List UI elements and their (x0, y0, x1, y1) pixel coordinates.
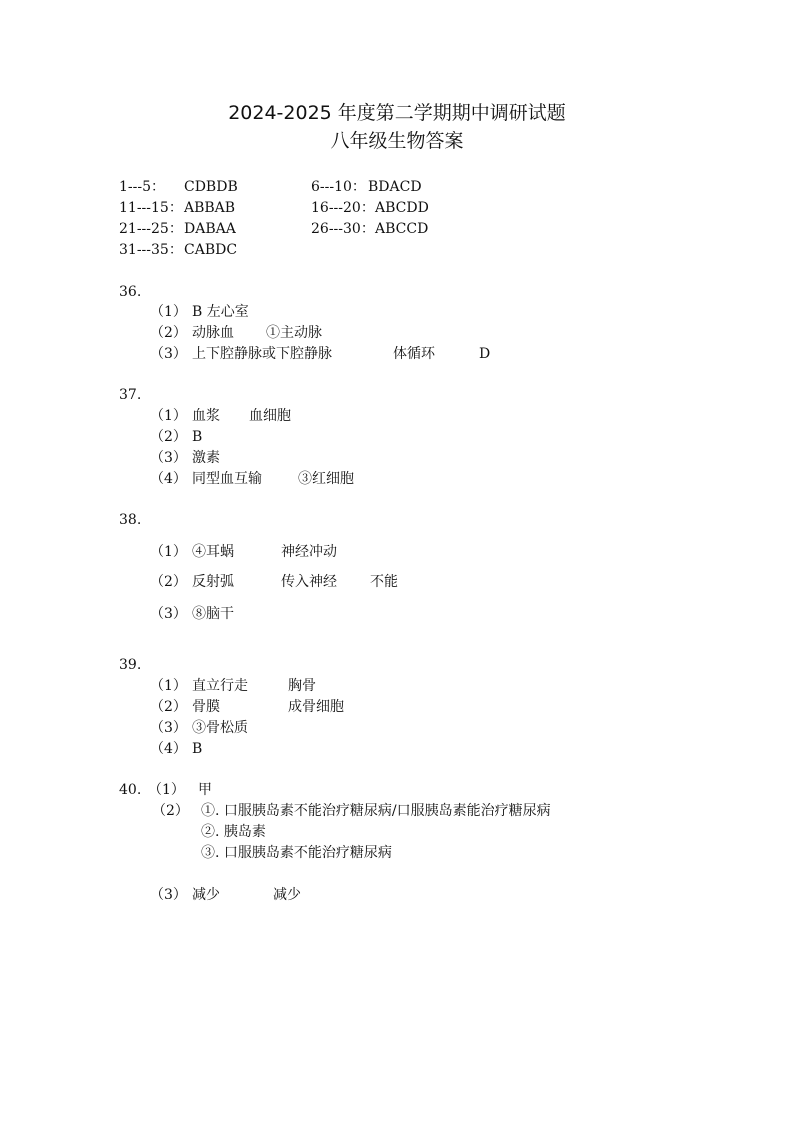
answer-text: 不能 (370, 574, 398, 590)
answer-text: 血细胞 (249, 408, 291, 424)
answer-text: D (479, 346, 491, 362)
mcq-range: 16---20： (311, 200, 375, 216)
answer-text: ③红细胞 (298, 471, 354, 487)
answer-text: 减少 (273, 887, 301, 903)
sub-answer-label: （3） (150, 887, 187, 903)
answer-text: 动脉血 (192, 325, 234, 341)
sub-answer-label: （2） (150, 429, 187, 445)
sub-answer-label: （1） (150, 544, 187, 560)
question-number: 40. (119, 782, 142, 798)
answer-text: ③. 口服胰岛素不能治疗糖尿病 (201, 845, 392, 861)
answer-text: 上下腔静脉或下腔静脉 (192, 346, 332, 362)
sub-answer-label: （2） (152, 803, 189, 819)
answer-text: 减少 (192, 887, 220, 903)
sub-answer-label: （1） (148, 782, 185, 798)
answer-text: 成骨细胞 (288, 699, 344, 715)
sub-answer-label: （1） (150, 678, 187, 694)
page-subtitle: 八年级生物答案 (330, 130, 464, 152)
answer-text: 甲 (198, 782, 212, 798)
answer-text: ①主动脉 (266, 325, 322, 341)
answer-text: 直立行走 (192, 678, 248, 694)
sub-answer-label: （3） (150, 450, 187, 466)
answer-text: 反射弧 (192, 574, 234, 590)
mcq-answer: ABCCD (375, 221, 429, 237)
sub-answer-label: （3） (150, 606, 187, 622)
mcq-range: 26---30： (311, 221, 375, 237)
answer-text: ④耳蜗 (192, 544, 234, 560)
sub-answer-label: （4） (150, 471, 187, 487)
answer-text: ②. 胰岛素 (201, 824, 266, 840)
answer-text: 体循环 (393, 346, 435, 362)
answer-text: ①. 口服胰岛素不能治疗糖尿病/口服胰岛素能治疗糖尿病 (201, 803, 551, 819)
answer-text: 传入神经 (281, 574, 337, 590)
mcq-answer: CABDC (184, 242, 238, 258)
mcq-answer: ABBAB (184, 200, 236, 216)
answer-text: 骨膜 (192, 699, 220, 715)
question-number: 39. (119, 657, 142, 673)
page-title: 2024-2025 年度第二学期期中调研试题 (228, 102, 566, 124)
mcq-range: 11---15： (119, 200, 183, 216)
sub-answer-label: （2） (150, 574, 187, 590)
mcq-range: 6---10： (311, 179, 366, 195)
mcq-answer: CDBDB (184, 179, 238, 195)
answer-text: ⑧脑干 (192, 606, 234, 622)
sub-answer-label: （3） (150, 720, 187, 736)
mcq-answer: BDACD (368, 179, 422, 195)
sub-answer-label: （2） (150, 325, 187, 341)
sub-answer-label: （2） (150, 699, 187, 715)
question-number: 36. (119, 284, 142, 300)
mcq-answer: ABCDD (375, 200, 429, 216)
answer-text: B 左心室 (192, 304, 249, 320)
question-number: 38. (119, 512, 142, 528)
answer-text: 同型血互输 (192, 471, 262, 487)
mcq-range: 21---25： (119, 221, 183, 237)
answer-text: ③骨松质 (192, 720, 248, 736)
sub-answer-label: （1） (150, 408, 187, 424)
mcq-range: 1---5： (119, 179, 166, 195)
sub-answer-label: （1） (150, 304, 187, 320)
answer-text: B (192, 741, 203, 757)
answer-text: 血浆 (192, 408, 220, 424)
question-number: 37. (119, 387, 142, 403)
answer-text: B (192, 429, 203, 445)
sub-answer-label: （3） (150, 346, 187, 362)
sub-answer-label: （4） (150, 741, 187, 757)
answer-text: 神经冲动 (281, 544, 337, 560)
mcq-range: 31---35： (119, 242, 183, 258)
answer-text: 激素 (192, 450, 220, 466)
answer-text: 胸骨 (288, 678, 316, 694)
mcq-answer: DABAA (184, 221, 236, 237)
